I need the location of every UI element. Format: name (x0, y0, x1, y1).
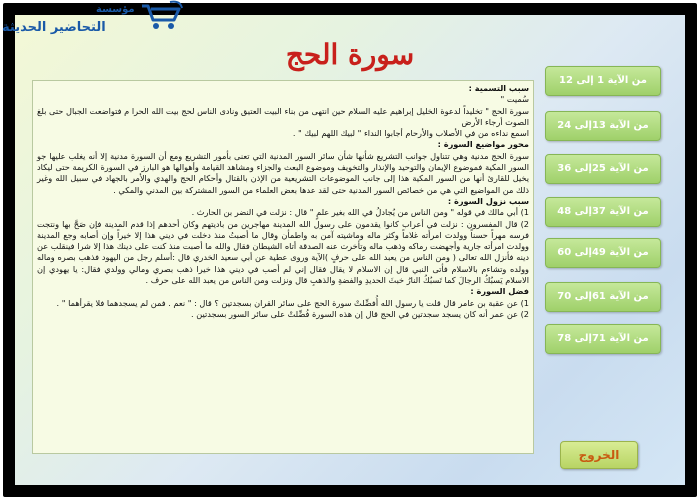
watermark-line1: مؤسسة (96, 4, 135, 15)
revelation-text-1: 1) أبي مالك في قوله " ومن الناس من يُجادلُ في الله بغير علمٍ " قال : نزلت في النضر بن الحارث . (191, 207, 529, 218)
surah-info-content (32, 80, 534, 454)
nav-button-ayah-49-60[interactable]: من الآية 49إلى 60 (545, 238, 661, 268)
nav-button-ayah-25-36[interactable]: من الآية 25إلى 36 (545, 154, 661, 184)
naming-text-1: سُميت " (500, 94, 529, 105)
nav-button-ayah-61-70[interactable]: من الآية 61إلى 70 (545, 282, 661, 312)
section-heading-virtue: فضل السورة : (470, 286, 529, 297)
nav-button-ayah-13-24[interactable]: من الآية 13إلى 24 (545, 111, 661, 141)
exit-button[interactable]: الخروج (560, 441, 638, 469)
naming-text-2: سورة الحج " تخليداً لدعوة الخليل إبراهيم عليه السلام حين انتهى من بناء البيت العتيق ونادى الناس لحج بيت الله الحرا م فتواضعت الجبال حتى بلغ الصوت أرجاء الأرض (37, 105, 529, 127)
page-title: سورة الحج (285, 38, 415, 71)
virtue-text-2: 2) عن عمر أنه كان يسجد سجدتين في الحج قال إن هذه السورة فُضِّلتْ على سائر السور بسجدتين . (191, 308, 529, 319)
nav-button-ayah-1-12[interactable]: من الآية 1 إلى 12 (545, 66, 661, 96)
section-heading-naming: سبب التسمية : (468, 83, 529, 93)
nav-button-ayah-71-78[interactable]: من الآية 71إلى 78 (545, 324, 661, 354)
section-heading-revelation: سبب نزول السورة : (447, 195, 529, 206)
watermark-line2: التحاضير الحديثة (2, 20, 106, 35)
revelation-text-2: 2) قال المفسرون : نزلت في أعراب كانوا يقدمون على رسول الله المدينة مهاجرين من باديتهم وكان أحدهم إذا قدم المدينة فإن صَحَّ بها ونتجت فرسه مهراً حسناً وولدت امرأته غلاماً وكثر ماله وماشيته آمن به واطمأن وقال ما أصبتُ منذ دخلت في ديني هذا إلا خيراً وإن أصابه وجع المدينة وولدت امرأته جارية وأجهضت رماكه وذهب ماله وتأخرت عنه الصدقة أتاه الشيطان فقال والله ما أصبت منذ كنت على دينك هذا إلا شرا فينقلب عن دينه فأنزل الله تعالى ( ومن الناس من يعبد الله على حرفٍ )الآية وروى عطية عن أبي سعيد الخدري قال :أسلم رجل من اليهود فذهب بصره وماله وولده وتشاءم بالاسلام فأتى النبي قال إن الاسلام لا يقال فقال إني لم أصب في ديني هذا خيرا ذهب بصري ومالي وولدي فقال: يا يهودي إن الاسلام يَسبُكُ الرجالَ كما تَسبُكُ النارُ خبثَ الحديدِ والفضةِ والذهبِ قال ونزلت ومن الناس من يعبد الله على حرف . (37, 218, 529, 286)
publisher-watermark (0, 0, 185, 40)
virtue-text-1: 1) عن عقبة بن عامر قال قلت يا رسول الله أُفضِّلتْ سورة الحج على سائر القران بسجدتين ؟ قال : " نعم . فمن لم يسجدهما فلا يقرأهما " . (56, 297, 529, 308)
naming-text-3: اسمع نداءه من في الأصلاب والأرحام أجابوا النداء " لبيك اللهم لبيك " . (292, 128, 529, 139)
nav-button-ayah-37-48[interactable]: من الآية 37إلى 48 (545, 197, 661, 227)
section-heading-topics: محور مواضيع السورة : (437, 139, 529, 150)
topics-text: سورة الحج مدنية وهي تتناول جوانب التشريع شأنها شأن سائر السور المدنية التي تعنى بأمور التشريع ومع أن السورة مدنية إلا أنه يغلب عليها جو السور المكية فموضوع الإيمان والتوحيد والإنذار والتخويف وموضوع البعث والجزاء ومشاهد القيامة وأهوالها هو البارز في السورة الكريمة حتى ليكاد يخيل للقارئ أنها من السور المكية هذا إلى جانب الموضوعات التشريعية من الإذن بالقتال وأحكام الحج والهدي والأمر بالجهاد في سبيل الله وغير ذلك من المواضيع التي هي من خصائص السور المدنية حتى لقد عدها بعض العلماء من السور المشتركة بين المدني والمكي . (37, 150, 529, 195)
cart-logo-icon (140, 0, 184, 30)
